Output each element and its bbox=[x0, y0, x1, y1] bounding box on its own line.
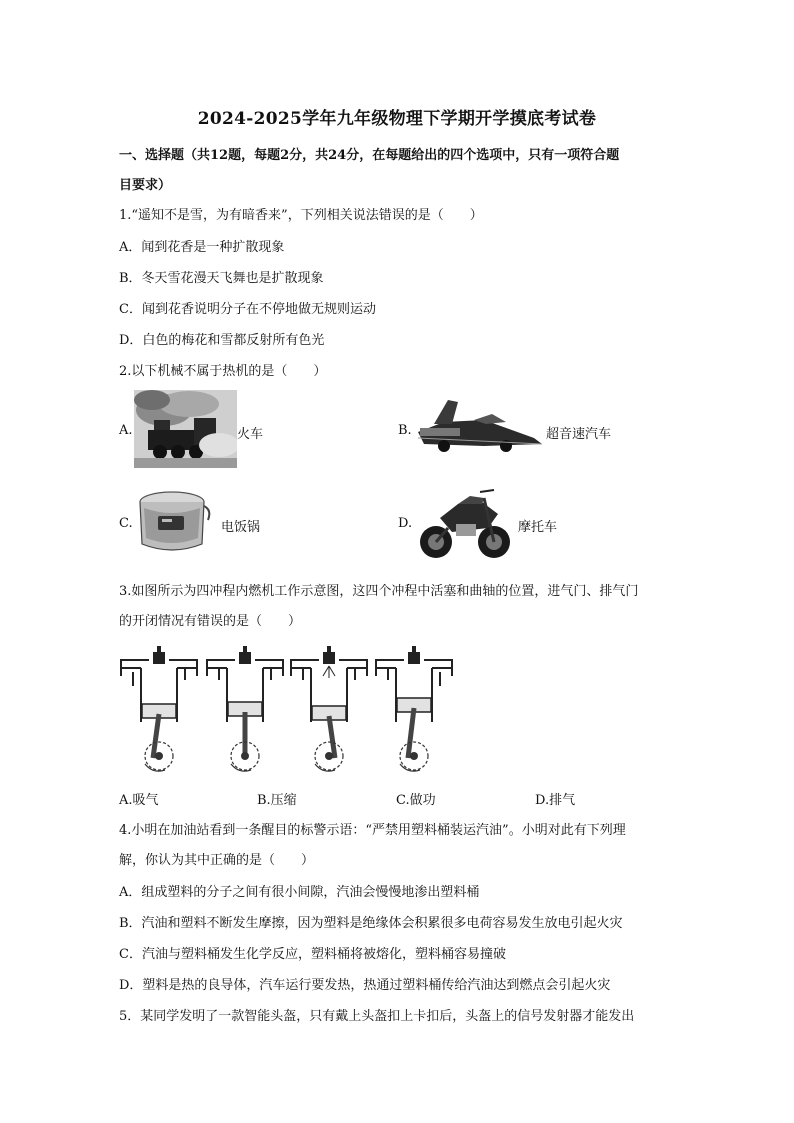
engine-diagram-a bbox=[119, 646, 199, 782]
q3-caption-d: D.排气 bbox=[535, 793, 576, 808]
q1-option-d: D．白色的梅花和雪都反射所有色光 bbox=[119, 333, 325, 348]
q2-stem: 2.以下机械不属于热机的是（ ） bbox=[119, 364, 327, 379]
q4-option-a: A．组成塑料的分子之间有很小间隙，汽油会慢慢地渗出塑料桶 bbox=[119, 885, 480, 900]
q2-option-b-letter: B. bbox=[398, 423, 412, 438]
q3-caption-b: B.压缩 bbox=[257, 793, 297, 808]
engine-diagram-d bbox=[374, 646, 454, 782]
q2-option-c-label: 电饭锅 bbox=[221, 520, 261, 535]
q3-stem-line2: 的开闭情况有错误的是（ ） bbox=[119, 614, 302, 629]
q4-option-b: B．汽油和塑料不断发生摩擦，因为塑料是绝缘体会积累很多电荷容易发生放电引起火灾 bbox=[119, 916, 623, 931]
q2-option-b-label: 超音速汽车 bbox=[546, 427, 612, 442]
section-heading-line1: 一、选择题（共12题，每题2分，共24分，在每题给出的四个选项中，只有一项符合题 bbox=[119, 148, 620, 163]
q5-stem-line1: 5．某同学发明了一款智能头盔，只有戴上头盔扣上卡扣后，头盔上的信号发射器才能发出 bbox=[119, 1009, 635, 1024]
motorcycle-image bbox=[418, 478, 512, 564]
q3-stem-line1: 3.如图所示为四冲程内燃机工作示意图，这四个冲程中活塞和曲轴的位置，进气门、排气门 bbox=[119, 584, 639, 599]
q2-option-a-label: 火车 bbox=[237, 427, 264, 442]
supersonic-car-image bbox=[414, 392, 544, 460]
q1-stem: 1.“遥知不是雪，为有暗香来”，下列相关说法错误的是（ ） bbox=[119, 208, 483, 223]
q2-option-a-letter: A. bbox=[119, 423, 133, 438]
rice-cooker-image bbox=[136, 488, 213, 556]
engine-diagram-b bbox=[205, 646, 285, 782]
q3-caption-a: A.吸气 bbox=[119, 793, 159, 808]
q2-option-d-label: 摩托车 bbox=[518, 520, 558, 535]
q1-option-b: B．冬天雪花漫天飞舞也是扩散现象 bbox=[119, 271, 324, 286]
q4-stem-line1: 4.小明在加油站看到一条醒目的标警示语：“严禁用塑料桶装运汽油”。小明对此有下列理 bbox=[119, 823, 626, 838]
q2-option-c-letter: C. bbox=[119, 516, 133, 531]
train-image bbox=[134, 390, 237, 468]
q1-option-c: C．闻到花香说明分子在不停地做无规则运动 bbox=[119, 302, 376, 317]
q4-option-c: C．汽油与塑料桶发生化学反应，塑料桶将被熔化，塑料桶容易撞破 bbox=[119, 947, 506, 962]
q3-caption-c: C.做功 bbox=[396, 793, 436, 808]
exam-title: 2024-2025学年九年级物理下学期开学摸底考试卷 bbox=[197, 109, 597, 129]
q2-option-d-letter: D. bbox=[398, 516, 413, 531]
q4-option-d: D．塑料是热的良导体，汽车运行要发热，热通过塑料桶传给汽油达到燃点会引起火灾 bbox=[119, 978, 611, 993]
section-heading-line2: 目要求） bbox=[119, 178, 172, 193]
engine-diagram-c bbox=[289, 646, 369, 782]
q4-stem-line2: 解，你认为其中正确的是（ ） bbox=[119, 853, 315, 868]
q1-option-a: A．闻到花香是一种扩散现象 bbox=[119, 240, 285, 255]
